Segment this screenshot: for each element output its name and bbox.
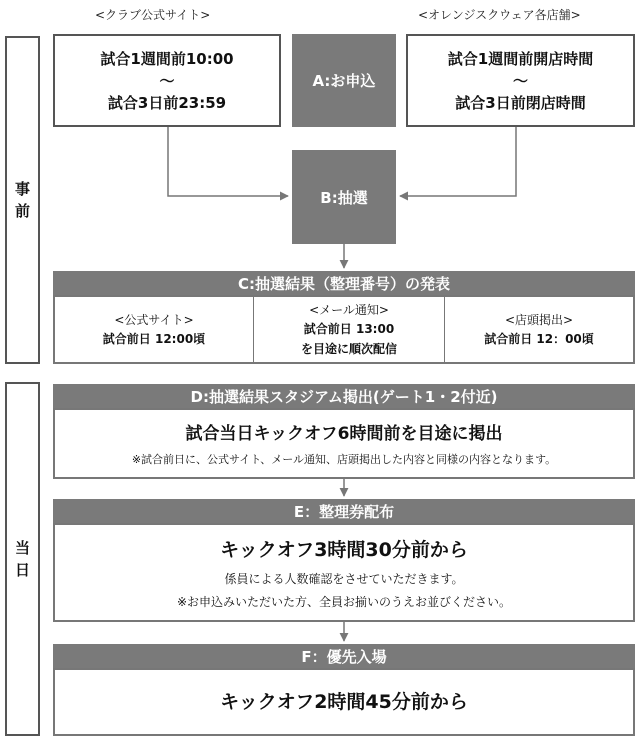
step-f-panel (53, 668, 635, 736)
result-cell-label: <公式サイト> (114, 312, 194, 327)
result-cell-value: 試合前日 12：00頃 (484, 331, 594, 346)
store-period-start: 試合1週間前開店時間 (447, 49, 594, 68)
step-e-note-2: ※お申込みいただいた方、全員お揃いのうえお並びください。 (176, 595, 512, 609)
caption-club-site: <クラブ公式サイト> (95, 8, 211, 22)
step-b-lottery: B:抽選 (292, 150, 396, 244)
step-c-panel (53, 295, 635, 364)
result-cell-site (55, 297, 253, 362)
caption-orange-square: <オレンジスクウェア各店舗> (418, 8, 581, 22)
step-d-main: 試合当日キックオフ6時間前を目途に掲出 (185, 424, 503, 444)
step-d-title: D:抽選結果スタジアム掲出(ゲート1・2付近) (53, 384, 635, 408)
store-period-end: 試合3日前閉店時間 (455, 93, 586, 112)
period-end: 試合3日前23:59 (107, 93, 227, 112)
store-period-tilde: ～ (512, 71, 528, 90)
store-application-period (406, 34, 635, 127)
section-day-of: 当 日 (5, 382, 40, 736)
result-cell-label: <店頭掲出> (504, 312, 574, 327)
step-e-main: キックオフ3時間30分前から (220, 539, 468, 561)
result-cell-value-2: を目途に順次配信 (300, 341, 397, 356)
result-cell-value: 試合前日 13:00 (303, 321, 395, 336)
period-start: 試合1週間前10:00 (100, 49, 234, 68)
result-cell-store (445, 297, 633, 362)
step-c-title: C:抽選結果（整理番号）の発表 (53, 271, 635, 295)
result-cell-value: 試合前日 12:00頃 (102, 331, 206, 346)
result-cell-mail (254, 297, 444, 362)
step-e-note-1: 係員による人数確認をさせていただきます。 (224, 572, 464, 586)
step-f-title: F：優先入場 (53, 644, 635, 668)
online-application-period (53, 34, 281, 127)
step-d-panel (53, 408, 635, 479)
period-tilde: ～ (159, 71, 175, 90)
result-cell-label: <メール通知> (309, 302, 389, 317)
step-a-application: A:お申込 (292, 34, 396, 127)
arrow-right-to-b (400, 127, 516, 196)
step-e-panel (53, 523, 635, 622)
step-f-main: キックオフ2時間45分前から (220, 691, 468, 713)
step-e-title: E：整理券配布 (53, 499, 635, 523)
arrow-left-to-b (168, 127, 288, 196)
section-before: 事 前 (5, 36, 40, 364)
step-d-note: ※試合前日に、公式サイト、メール通知、店頭掲出した内容と同様の内容となります。 (131, 453, 557, 466)
